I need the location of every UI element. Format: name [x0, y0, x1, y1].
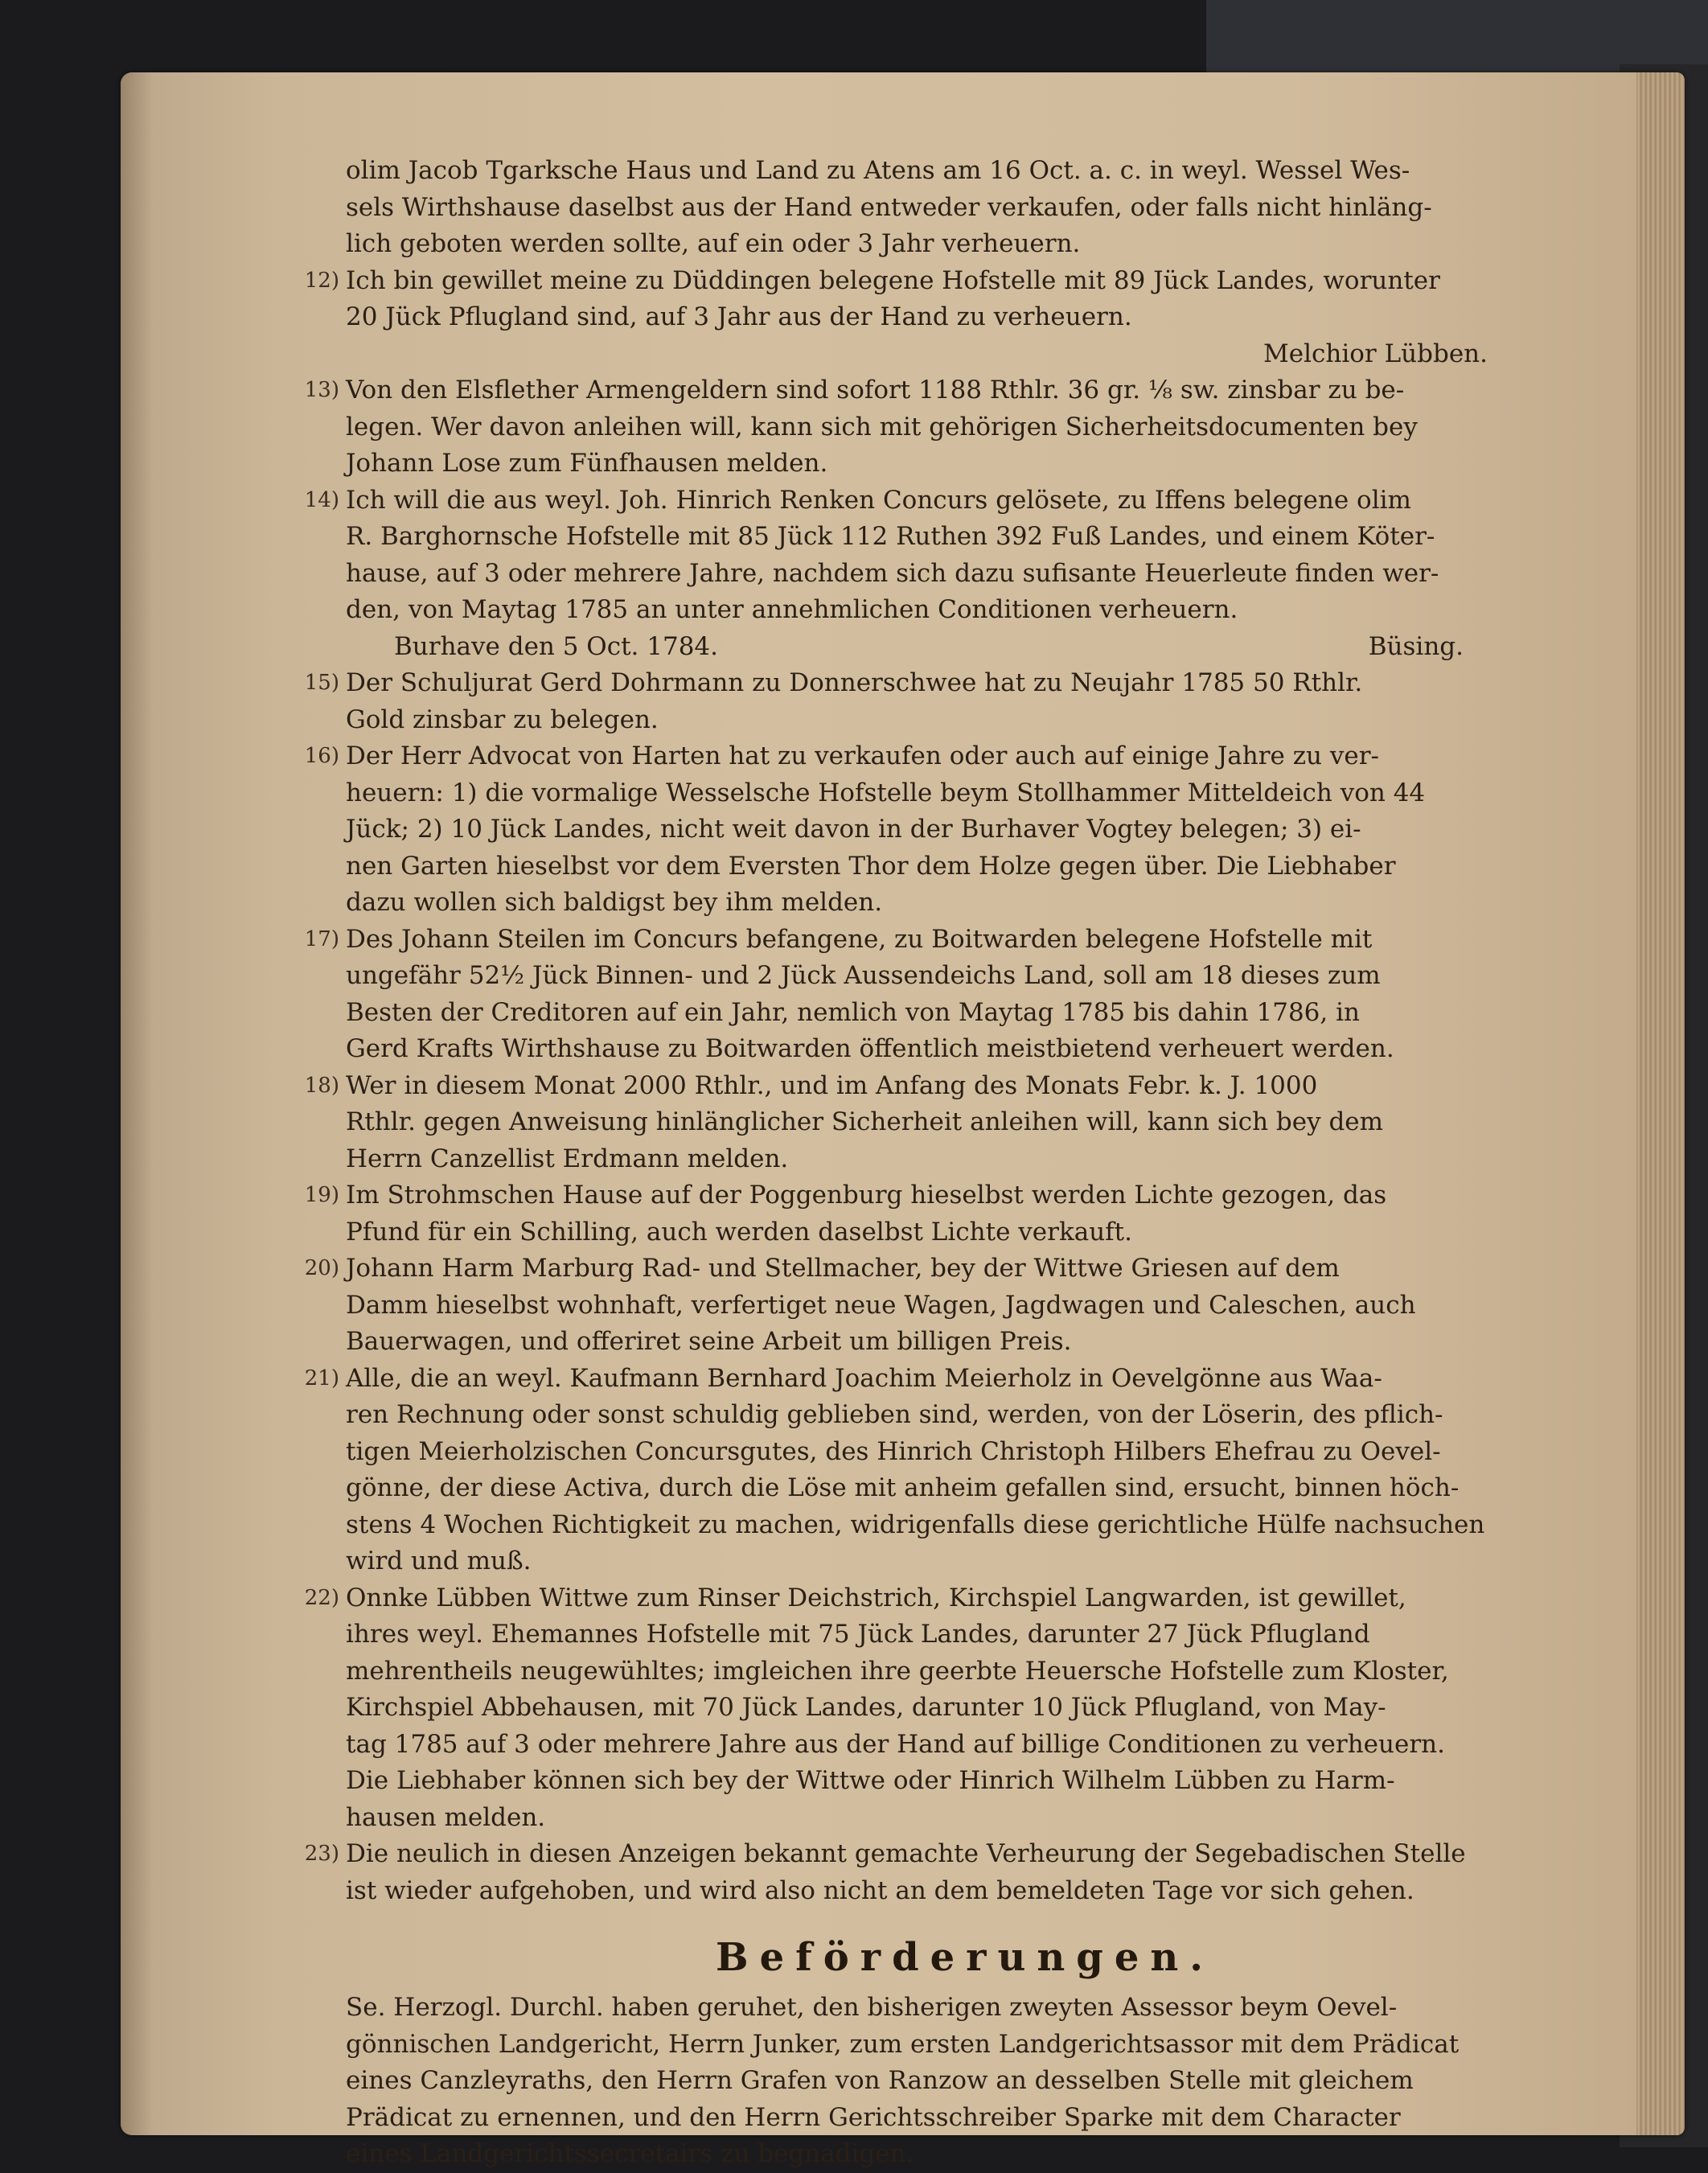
text-line: eines Landgerichtssecretairs zu begnadigen. — [346, 2139, 914, 2168]
text-line: wird und muß. — [346, 1547, 532, 1575]
entry-number: 20) — [304, 1256, 339, 1280]
text-line: Gerd Krafts Wirthshause zu Boitwarden öffentlich meistbietend verheuert werden. — [346, 1034, 1394, 1063]
signature: Melchior Lübben. — [1263, 339, 1488, 368]
text-line: Jück; 2) 10 Jück Landes, nicht weit davon in der Burhaver Vogtey belegen; 3) ei- — [346, 815, 1361, 844]
entry-number: 13) — [304, 378, 339, 402]
text-line: gönnischen Landgericht, Herrn Junker, zum ersten Landgerichtsassor mit dem Prädicat — [346, 2029, 1460, 2059]
notice-entry — [304, 1580, 1584, 1837]
notice-entry — [304, 922, 1584, 1068]
notice-entry — [346, 153, 1584, 263]
text-line: ren Rechnung oder sonst schuldig geblieben sind, werden, von der Löserin, des pflich- — [346, 1400, 1443, 1429]
entry-number: 22) — [304, 1585, 339, 1610]
text-line: Gold zinsbar zu belegen. — [346, 704, 659, 734]
text-line: tag 1785 auf 3 oder mehrere Jahre aus der Hand auf billige Conditionen zu verheuern. — [346, 1729, 1445, 1759]
text-line: Im Strohmschen Hause auf der Poggenburg hieselbst werden Lichte gezogen, das — [346, 1181, 1387, 1210]
text-line: Ich will die aus weyl. Joh. Hinrich Renken Concurs gelösete, zu Iffens belegene olim — [346, 485, 1411, 515]
text-line: Herrn Canzellist Erdmann melden. — [346, 1144, 789, 1173]
text-line: Johann Harm Marburg Rad- und Stellmacher, bey der Wittwe Griesen auf dem — [346, 1254, 1340, 1283]
text-line: Onnke Lübben Wittwe zum Rinser Deichstrich, Kirchspiel Langwarden, ist gewillet, — [346, 1583, 1406, 1612]
text-line: mehrentheils neugewühltes; imgleichen ihre geerbte Heuersche Hofstelle zum Kloster, — [346, 1656, 1449, 1686]
notice-entry — [304, 1361, 1584, 1580]
notice-entry — [304, 483, 1584, 666]
notice-entry — [304, 1836, 1584, 1909]
entry-number: 15) — [304, 671, 339, 695]
entry-number: 14) — [304, 487, 339, 512]
text-line: olim Jacob Tgarksche Haus und Land zu Atens am 16 Oct. a. c. in weyl. Wessel Wes- — [346, 156, 1410, 185]
text-line: hausen melden. — [346, 1802, 546, 1832]
text-line: R. Barghornsche Hofstelle mit 85 Jück 112 Ruthen 392 Fuß Landes, und einem Köter- — [346, 522, 1435, 551]
notice-entry — [304, 263, 1584, 373]
notice-entry — [304, 1177, 1584, 1251]
text-line: den, von Maytag 1785 an unter annehmlichen Conditionen verheuern. — [346, 595, 1238, 624]
page-gutter — [121, 72, 153, 2135]
section-body — [346, 1990, 1584, 2173]
text-line: heuern: 1) die vormalige Wesselsche Hofstelle beym Stollhammer Mitteldeich von 44 — [346, 778, 1426, 807]
signature: Büsing. — [1368, 631, 1464, 661]
entry-number: 12) — [304, 268, 339, 293]
text-line: Der Schuljurat Gerd Dohrmann zu Donnerschwee hat zu Neujahr 1785 50 Rthlr. — [346, 668, 1363, 697]
text-line: ungefähr 52½ Jück Binnen- und 2 Jück Aussendeichs Land, soll am 18 dieses zum — [346, 961, 1381, 990]
page-text — [304, 153, 1584, 2173]
text-line: Pfund für ein Schilling, auch werden daselbst Lichte verkauft. — [346, 1217, 1132, 1247]
text-line: Johann Lose zum Fünfhausen melden. — [346, 449, 828, 478]
text-line: 20 Jück Pflugland sind, auf 3 Jahr aus der Hand zu verheuern. — [346, 302, 1132, 331]
date-line — [346, 629, 1584, 666]
text-line: Die Liebhaber können sich bey der Wittwe oder Hinrich Wilhelm Lübben zu Harm- — [346, 1766, 1395, 1795]
page-fore-edge — [1636, 72, 1685, 2135]
text-line: eines Canzleyraths, den Herrn Grafen von Ranzow an desselben Stelle mit gleichem — [346, 2066, 1414, 2095]
section-heading: Beförderungen. — [716, 1935, 1214, 1980]
entry-number: 18) — [304, 1073, 339, 1098]
text-line: Besten der Creditoren auf ein Jahr, nemlich von Maytag 1785 bis dahin 1786, in — [346, 997, 1360, 1027]
text-line: Prädicat zu ernennen, und den Herrn Gerichtsschreiber Sparke mit dem Character — [346, 2102, 1401, 2132]
text-line: Von den Elsflether Armengeldern sind sofort 1188 Rthlr. 36 gr. ⅛ sw. zinsbar zu be- — [346, 376, 1405, 405]
text-line: Damm hieselbst wohnhaft, verfertiget neue Wagen, Jagdwagen und Caleschen, auch — [346, 1290, 1416, 1320]
date-text: Burhave den 5 Oct. 1784. — [394, 631, 718, 661]
entry-number: 19) — [304, 1183, 339, 1207]
text-line: gönne, der diese Activa, durch die Löse mit anheim gefallen sind, ersucht, binnen höch- — [346, 1473, 1460, 1502]
text-line: sels Wirthshause daselbst aus der Hand entweder verkaufen, oder falls nicht hinläng- — [346, 192, 1432, 222]
text-line: nen Garten hieselbst vor dem Eversten Thor dem Holze gegen über. Die Liebhaber — [346, 851, 1396, 881]
entry-number: 21) — [304, 1366, 339, 1390]
text-line: dazu wollen sich baldigst bey ihm melden. — [346, 888, 883, 917]
notice-entry — [304, 738, 1584, 922]
text-line: Die neulich in diesen Anzeigen bekannt gemachte Verheurung der Segebadischen Stelle — [346, 1839, 1466, 1868]
text-line: lich geboten werden sollte, auf ein oder 3 Jahr verheuern. — [346, 229, 1081, 258]
text-line: Der Herr Advocat von Harten hat zu verkaufen oder auch auf einige Jahre zu ver- — [346, 741, 1380, 770]
text-line: Des Johann Steilen im Concurs befangene, zu Boitwarden belegene Hofstelle mit — [346, 924, 1373, 954]
text-line: legen. Wer davon anleihen will, kann sich mit gehörigen Sicherheitsdocumenten bey — [346, 412, 1418, 442]
entry-number: 23) — [304, 1842, 339, 1866]
entry-number: 17) — [304, 926, 339, 951]
text-line: Se. Herzogl. Durchl. haben geruhet, den bisherigen zweyten Assessor beym Oevel- — [346, 1993, 1398, 2022]
text-line: tigen Meierholzischen Concursgutes, des Hinrich Christoph Hilbers Ehefrau zu Oevel- — [346, 1436, 1441, 1466]
notice-entry — [304, 665, 1584, 738]
text-line: Bauerwagen, und offeriret seine Arbeit um billigen Preis. — [346, 1327, 1072, 1356]
text-line: Alle, die an weyl. Kaufmann Bernhard Joachim Meierholz in Oevelgönne aus Waa- — [346, 1363, 1382, 1393]
entry-number: 16) — [304, 744, 339, 768]
text-line: ist wieder aufgehoben, und wird also nicht an dem bemeldeten Tage vor sich gehen. — [346, 1875, 1414, 1905]
text-line: Wer in diesem Monat 2000 Rthlr., und im Anfang des Monats Febr. k. J. 1000 — [346, 1070, 1318, 1100]
text-line: Ich bin gewillet meine zu Düddingen belegene Hofstelle mit 89 Jück Landes, worunter — [346, 265, 1440, 295]
text-line: hause, auf 3 oder mehrere Jahre, nachdem sich dazu sufisante Heuerleute finden wer- — [346, 558, 1439, 588]
notice-entry — [304, 1068, 1584, 1178]
text-line: ihres weyl. Ehemannes Hofstelle mit 75 Jück Landes, darunter 27 Jück Pflugland — [346, 1620, 1370, 1649]
text-line: Kirchspiel Abbehausen, mit 70 Jück Landes, darunter 10 Jück Pflugland, von May- — [346, 1693, 1386, 1722]
notice-entry — [304, 372, 1584, 483]
notice-entry — [304, 1251, 1584, 1361]
text-line: stens 4 Wochen Richtigkeit zu machen, widrigenfalls diese gerichtliche Hülfe nachsuchen — [346, 1510, 1485, 1539]
text-line: Rthlr. gegen Anweisung hinlänglicher Sicherheit anleihen will, kann sich bey dem — [346, 1107, 1384, 1136]
